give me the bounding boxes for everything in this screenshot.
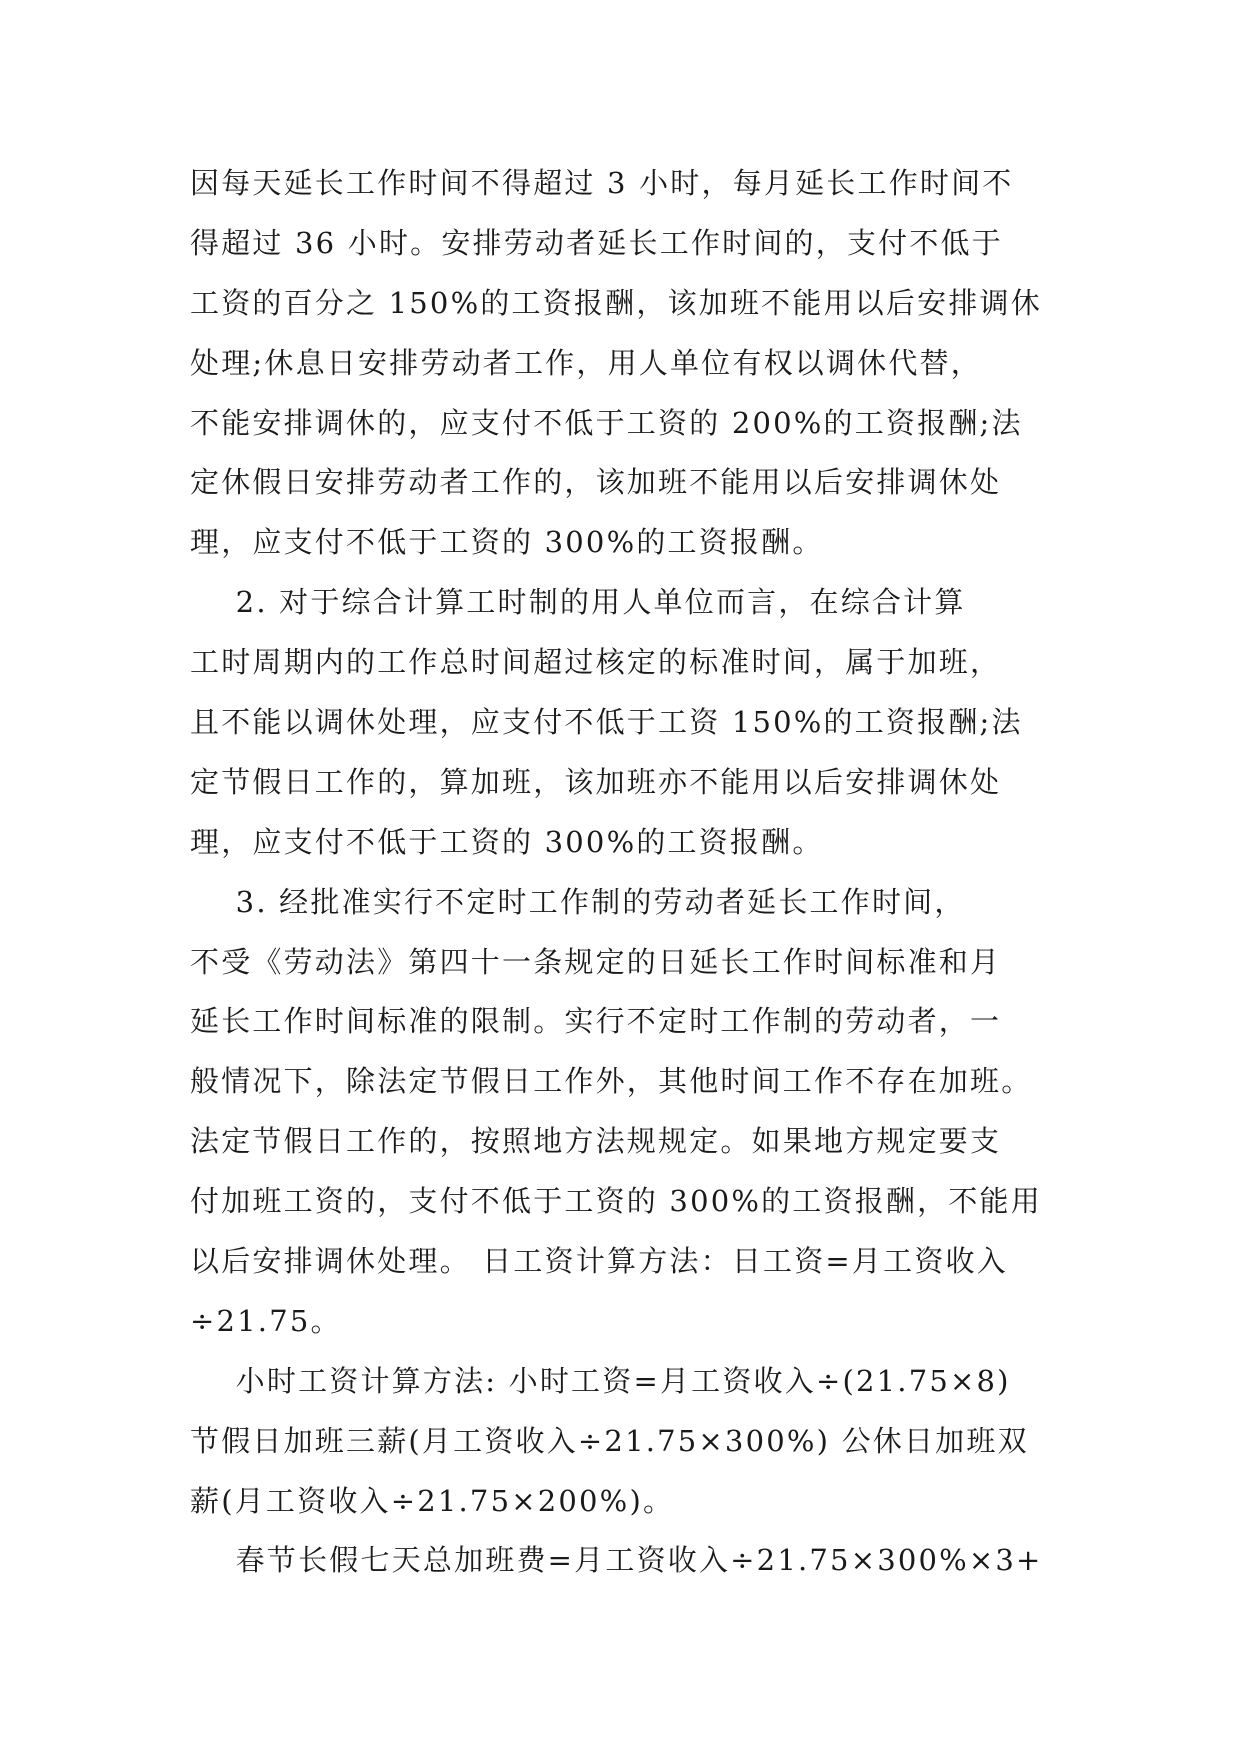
text-line: 般情况下，除法定节假日工作外，其他时间工作不存在加班。 <box>190 1064 1033 1099</box>
text-line: 法定节假日工作的，按照地方法规规定。如果地方规定要支 <box>190 1124 1002 1159</box>
text-line: 工时周期内的工作总时间超过核定的标准时间，属于加班， <box>190 645 1002 680</box>
text-line: 处理;休息日安排劳动者工作，用人单位有权以调休代替， <box>190 345 982 380</box>
text-line: 2. 对于综合计算工时制的用人单位而言，在综合计算 <box>190 585 966 620</box>
text-line: 理，应支付不低于工资的 300%的工资报酬。 <box>190 525 824 560</box>
text-line: 不能安排调休的，应支付不低于工资的 200%的工资报酬;法 <box>190 405 1023 440</box>
text-line: 延长工作时间标准的限制。实行不定时工作制的劳动者，一 <box>190 1004 1002 1039</box>
paragraph-hourly-wage <box>190 1352 1070 1532</box>
text-line: 春节长假七天总加班费=月工资收入÷21.75×300%×3+ <box>190 1543 1043 1578</box>
text-line: 以后安排调休处理。 日工资计算方法：日工资=月工资收入 <box>190 1244 1008 1279</box>
text-line: 且不能以调休处理，应支付不低于工资 150%的工资报酬;法 <box>190 705 1023 740</box>
document-body <box>190 154 1070 1591</box>
paragraph-spring-festival <box>190 1531 1070 1591</box>
text-line: 3. 经批准实行不定时工作制的劳动者延长工作时间， <box>190 884 966 919</box>
text-line: ÷21.75。 <box>190 1303 342 1338</box>
text-line: 小时工资计算方法: 小时工资=月工资收入÷(21.75×8) <box>190 1363 1011 1398</box>
text-line: 因每天延长工作时间不得超过 3 小时，每月延长工作时间不 <box>190 166 1014 200</box>
text-line: 定休假日安排劳动者工作的，该加班不能用以后安排调休处 <box>190 465 1002 500</box>
text-line: 节假日加班三薪(月工资收入÷21.75×300%) 公休日加班双 <box>190 1423 1029 1458</box>
text-line: 得超过 36 小时。安排劳动者延长工作时间的，支付不低于 <box>190 225 1003 260</box>
text-line: 付加班工资的，支付不低于工资的 300%的工资报酬，不能用 <box>190 1184 1042 1219</box>
text-line: 理，应支付不低于工资的 300%的工资报酬。 <box>190 824 824 859</box>
text-line: 不受《劳动法》第四十一条规定的日延长工作时间标准和月 <box>190 944 1002 979</box>
text-line: 定节假日工作的，算加班，该加班亦不能用以后安排调休处 <box>190 764 1002 799</box>
paragraph-flexible-hours <box>190 873 1070 1352</box>
paragraph-comprehensive-hours <box>190 573 1070 872</box>
text-line: 薪(月工资收入÷21.75×200%)。 <box>190 1483 675 1518</box>
text-line: 工资的百分之 150%的工资报酬，该加班不能用以后安排调休 <box>190 285 1042 320</box>
paragraph-overtime-rates <box>190 154 1070 573</box>
